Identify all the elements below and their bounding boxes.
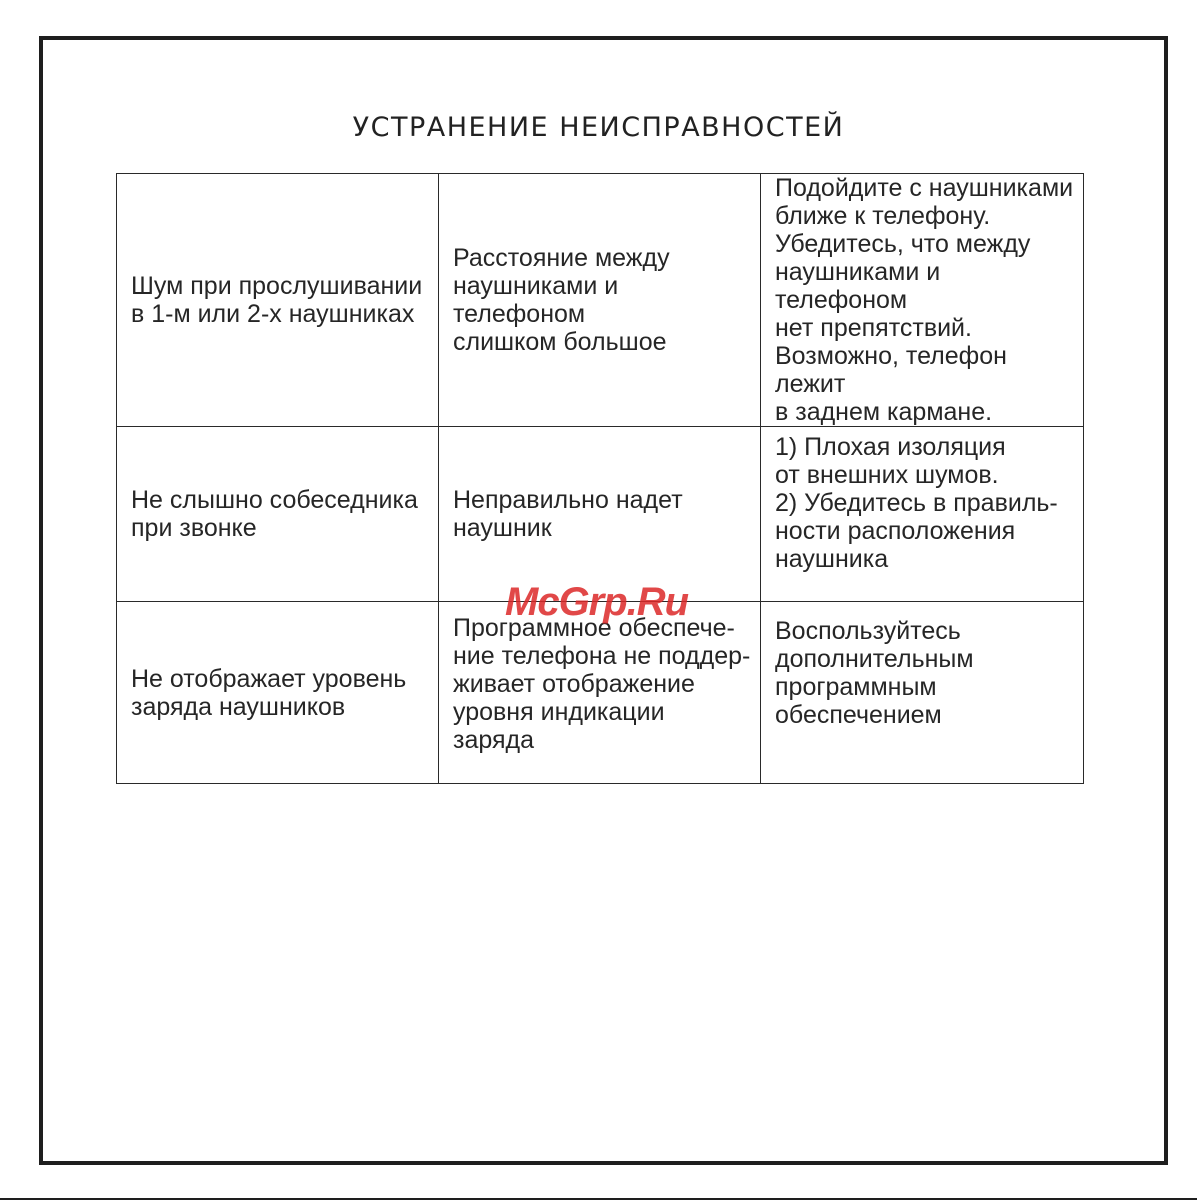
table-row — [117, 174, 1084, 427]
table-row — [117, 602, 1084, 784]
problem-cell: Не слышно собеседника при звонке — [117, 427, 439, 602]
bottom-divider — [0, 1198, 1197, 1200]
problem-cell: Не отображает уровень заряда наушников — [117, 602, 439, 784]
cause-cell: Программное обеспече- ние телефона не поддер- живает отображение уровня индикации заряда — [439, 602, 761, 784]
solution-cell: Воспользуйтесь дополнительным программным обеспечением — [761, 602, 1084, 784]
watermark: McGrp.Ru — [505, 580, 689, 624]
solution-cell: 1) Плохая изоляция от внешних шумов. 2) Убедитесь в правиль- ности расположения наушника — [761, 427, 1084, 602]
cause-cell: Неправильно надет наушник — [439, 427, 761, 602]
table-row — [117, 427, 1084, 602]
solution-cell: Подойдите с наушниками ближе к телефону. Убедитесь, что между наушниками и телефоном нет препятствий. Возможно, телефон лежит в заднем кармане. — [761, 174, 1084, 427]
troubleshooting-table — [116, 173, 1084, 784]
problem-cell: Шум при прослушивании в 1-м или 2-х наушниках — [117, 174, 439, 427]
page-title: УСТРАНЕНИЕ НЕИСПРАВНОСТЕЙ — [352, 112, 845, 144]
cause-cell: Расстояние между наушниками и телефоном слишком большое — [439, 174, 761, 427]
